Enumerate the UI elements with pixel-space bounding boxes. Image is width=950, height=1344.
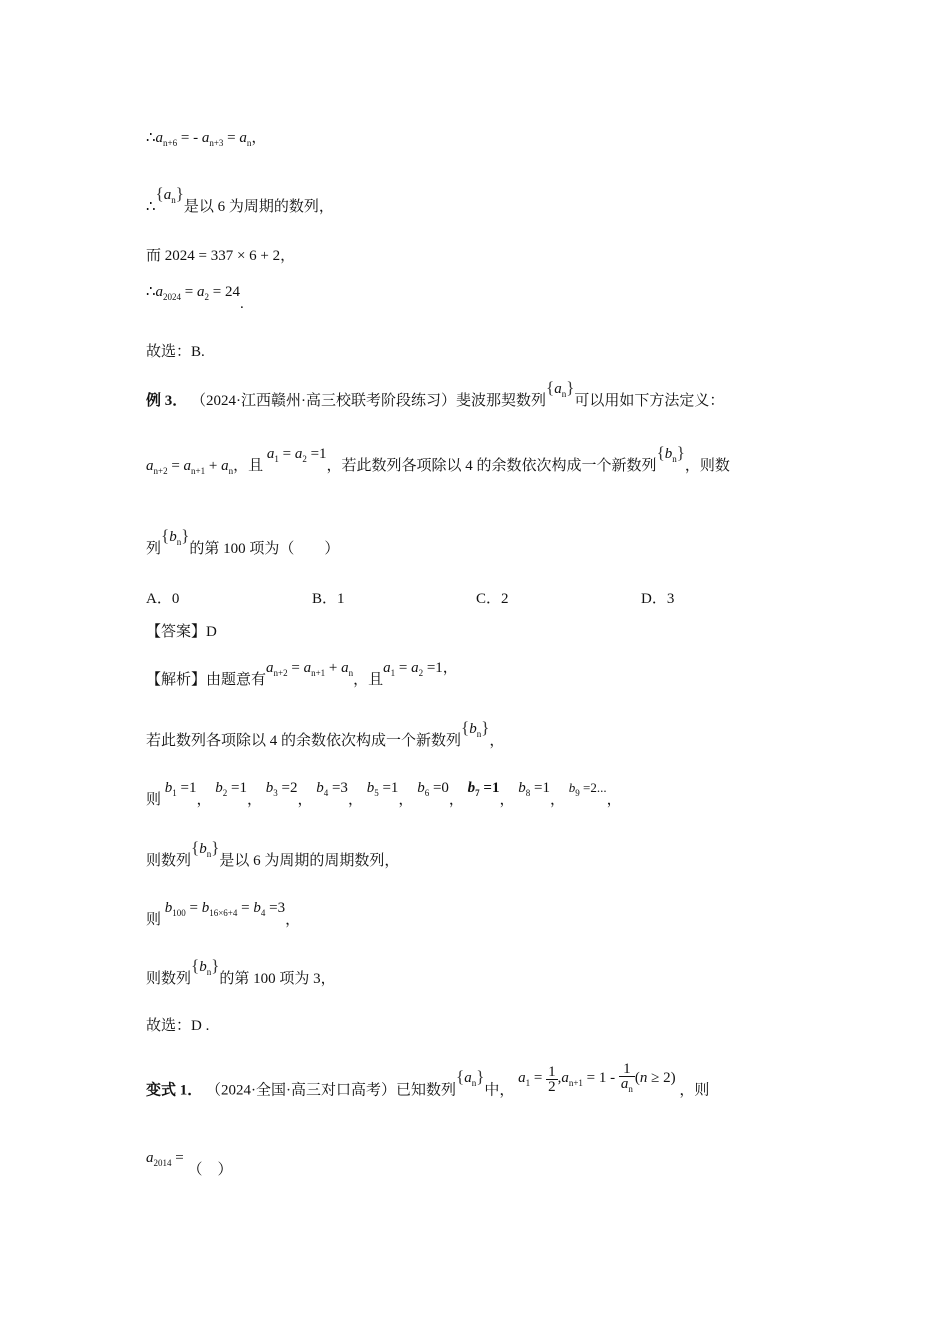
line-periodic-relation bbox=[146, 128, 266, 153]
variant-ask-line bbox=[146, 1150, 233, 1185]
b9: $b_9 =2$... bbox=[568, 780, 607, 798]
period-dot: . bbox=[239, 296, 244, 312]
period-prefix: 则数列 bbox=[146, 853, 192, 869]
cond-join: ，且 bbox=[233, 458, 264, 474]
seq-bn-braces: $\{b_n\}$ bbox=[656, 443, 685, 464]
example-3-question bbox=[146, 526, 340, 564]
period-text: 是以 6 为周期的数列， bbox=[183, 199, 334, 215]
seq-an-braces: $\{a_n\}$ bbox=[155, 184, 184, 205]
seq-bn-braces: $\{b_n\}$ bbox=[461, 718, 490, 739]
seq-bn-braces: $\{b_n\}$ bbox=[161, 526, 190, 547]
equals-minus: = - bbox=[180, 130, 202, 146]
analysis-initials: $a_1 = a_2 =1$， bbox=[383, 660, 458, 678]
line-period-statement bbox=[146, 184, 334, 222]
b-values-prefix: 则 bbox=[146, 792, 162, 808]
comma: ， bbox=[251, 130, 267, 146]
seq-bn-braces: $\{b_n\}$ bbox=[191, 838, 220, 859]
seq-an-braces: $\{a_n\}$ bbox=[456, 1067, 485, 1089]
answer-line: 【答案】D bbox=[146, 624, 217, 640]
choose-d-line: 故选：D . bbox=[146, 1018, 210, 1034]
option-c[interactable]: C．2 bbox=[476, 591, 509, 607]
option-d[interactable]: D．3 bbox=[641, 591, 675, 607]
a2014: $a_{2014}$ = bbox=[146, 1150, 184, 1168]
b-values-line: 则 $b_1 =1$， $b_2 =1$， $b_3 =2$， $b_4 =3$， $b_5 =1$， $b_6 =0$， $b_7 =1$， $b_8 =1$， $b_9 =2$...， bbox=[146, 780, 622, 808]
example-3-header bbox=[146, 378, 725, 416]
term-a-n: $a_n$ bbox=[239, 130, 252, 148]
analysis-line bbox=[146, 660, 458, 695]
variant-conditions: $a_1$ = $\frac{1}{2}$ $,a_{n+1} = 1$ - $\frac{1}{a_n}$ (n ≥ 2) bbox=[518, 1061, 680, 1095]
question-prefix: 列 bbox=[146, 541, 162, 557]
term-a-n6: $a_{n+6}$ bbox=[155, 130, 178, 148]
recurrence: $a_{n+2} = a_{n+1} + a_n$ bbox=[266, 660, 354, 678]
variant-ask-end: （ ） bbox=[187, 1162, 233, 1178]
result-line bbox=[146, 956, 336, 994]
b100-line: 则 $b_{100} = b_{16\times 6+4} = b_4 =3$， bbox=[146, 900, 301, 928]
analysis-sentence-2 bbox=[146, 718, 505, 756]
term-a-n3: $a_{n+3}$ bbox=[201, 130, 224, 148]
variant-label: 变式 1． bbox=[146, 1082, 203, 1099]
sentence-2-text: 若此数列各项除以 4 的余数依次构成一个新数列 bbox=[146, 733, 462, 749]
b100-prefix: 则 bbox=[146, 912, 162, 928]
result-value: 24 bbox=[224, 284, 240, 300]
period-suffix: 是以 6 为周期的周期数列， bbox=[219, 853, 400, 869]
cond-text: ，若此数列各项除以 4 的余数依次构成一个新数列 bbox=[326, 458, 657, 474]
b5: $b_5 =1$ bbox=[366, 780, 399, 798]
option-a[interactable]: A．0 bbox=[146, 591, 180, 607]
line-2024-decomposition: 而 2024 = 337 × 6 + 2， bbox=[146, 248, 296, 264]
example-label: 例 3． bbox=[146, 393, 188, 409]
example-3-condition: $a_{n+2} = a_{n+1} + a_n$，且 $a_1 = a_2 =1$，若此数列各项除以 4 的余数依次构成一个新数列$\{b_n\}$，则数 bbox=[146, 443, 730, 476]
sentence-2-end: ， bbox=[489, 733, 505, 749]
example-source: （2024·江西赣州·高三校联考阶段练习）斐波那契数列 bbox=[191, 393, 547, 409]
therefore-symbol: ∴ bbox=[146, 130, 156, 146]
result-suffix: 的第 100 项为 3， bbox=[219, 971, 336, 987]
line-choose-b: 故选：B. bbox=[146, 344, 205, 360]
variant-1-line bbox=[146, 1061, 710, 1108]
b4: $b_4 =3$ bbox=[316, 780, 348, 798]
seq-an-braces: $\{a_n\}$ bbox=[546, 378, 575, 399]
b3: $b_3 =2$ bbox=[265, 780, 298, 798]
period-conclusion-line bbox=[146, 838, 400, 876]
initial-values: $a_1 = a_2 =1$ bbox=[266, 446, 327, 464]
therefore-symbol: ∴ bbox=[146, 284, 156, 300]
example-suffix: 可以用如下方法定义： bbox=[574, 393, 725, 409]
b6: $b_6 =0$ bbox=[417, 780, 449, 798]
variant-source: （2024·全国·高三对口高考）已知数列 bbox=[206, 1082, 457, 1099]
question-suffix: 的第 100 项为（ ） bbox=[189, 541, 340, 557]
b7: $b_7 =1$ bbox=[467, 780, 500, 798]
b2: $b_2 =1$ bbox=[215, 780, 247, 798]
b8: $b_8 =1$ bbox=[518, 780, 550, 798]
b1: $b_1 =1$ bbox=[164, 780, 197, 798]
result-prefix: 则数列 bbox=[146, 971, 192, 987]
seq-bn-braces: $\{b_n\}$ bbox=[191, 956, 220, 977]
analysis-join: ，且 bbox=[353, 672, 384, 688]
variant-then: ，则 bbox=[679, 1082, 710, 1099]
cond-text-2: ，则数 bbox=[684, 458, 730, 474]
b100-expression: $b_{100} = b_{16\times 6+4} = b_4 =3$ bbox=[164, 900, 286, 918]
therefore-symbol: ∴ bbox=[146, 199, 156, 215]
option-b[interactable]: B．1 bbox=[312, 591, 345, 607]
line-a2024-result: $\therefore a_{2024} = a_2 = 24$. bbox=[146, 284, 244, 312]
variant-mid: 中， bbox=[484, 1082, 515, 1099]
equals: = bbox=[227, 130, 240, 146]
analysis-label: 【解析】由题意有 bbox=[146, 672, 267, 688]
